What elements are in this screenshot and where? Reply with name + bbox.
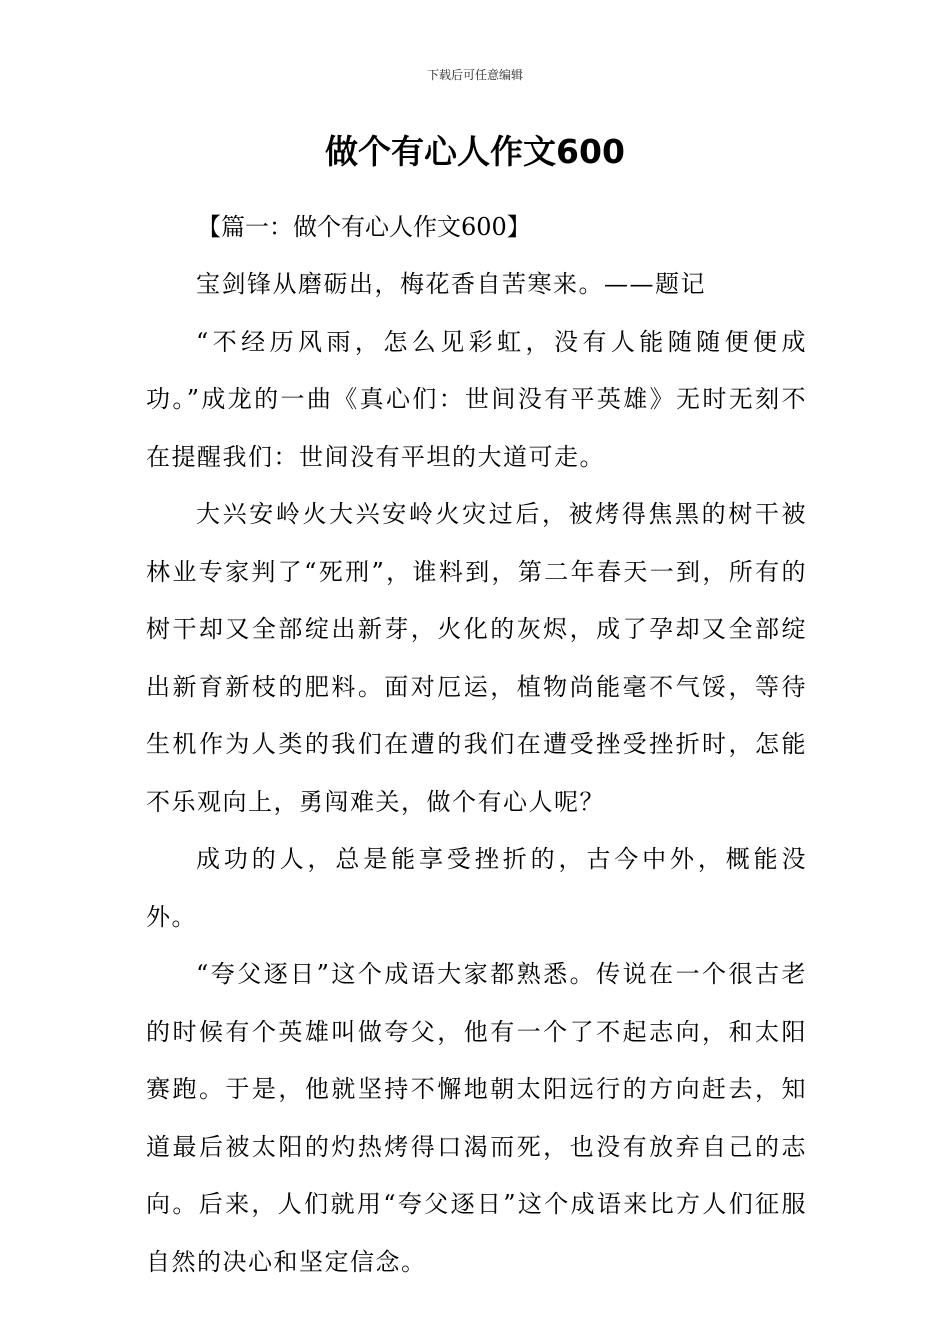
paragraph-success: 成功的人，总是能享受挫折的，古今中外，概能没外。 [146, 845, 807, 931]
header-note: 下载后可任意编辑 [426, 68, 523, 82]
section-heading: 【篇一：做个有心人作文600】 [197, 213, 531, 241]
paragraph-epigraph: 宝剑锋从磨砺出，梅花香自苦寒来。——题记 [196, 270, 706, 298]
document-title: 做个有心人作文600 [325, 132, 625, 171]
paragraph-kuafu: “夸父逐日”这个成语大家都熟悉。传说在一个很古老的时候有个英雄叫做夸父，他有一个了不起志向，和太阳赛跑。于是，他就坚持不懈地朝太阳远行的方向赶去，知道最后被太阳的灼热烤得口渴而死，也没有放弃自己的志向。后来，人们就用“夸父逐日”这个成语来比方人们征服自然的决心和坚定信念。 [146, 960, 807, 1276]
paragraph-quote: “不经历风雨，怎么见彩虹，没有人能随随便便成功。”成龙的一曲《真心们：世间没有平英雄》无时无刻不在提醒我们：世间没有平坦的大道可走。 [146, 327, 807, 471]
paragraph-forest-fire: 大兴安岭火大兴安岭火灾过后，被烤得焦黑的树干被林业专家判了“死刑”，谁料到，第二年春天一到，所有的树干却又全部绽出新芽，火化的灰烬，成了孕却又全部绽出新育新枝的肥料。面对厄运，植物尚能毫不气馁，等待生机作为人类的我们在遭的我们在遭受挫受挫折时，怎能不乐观向上，勇闯难关，做个有心人呢？ [146, 500, 807, 816]
document-body [146, 199, 807, 1291]
